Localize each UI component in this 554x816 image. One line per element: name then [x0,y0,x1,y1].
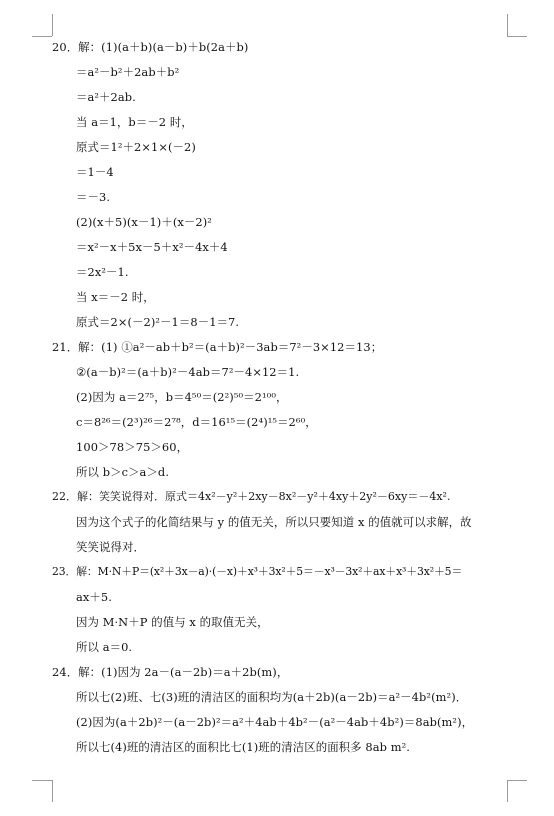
crop-mark-bottom-left-v [52,780,53,802]
q23-step: 因为 M·N＋P 的值与 x 的取值无关， [76,615,269,629]
q21-step: (2)因为 a＝2⁷⁵，b＝4⁵⁰＝(2²)⁵⁰＝2¹⁰⁰， [76,390,288,404]
q21-step: 所以 b＞c＞a＞d. [76,465,170,479]
q20-step: ＝－3. [76,190,111,204]
q24-step: 所以七(2)班、七(3)班的清洁区的面积均为(a＋2b)(a－2b)＝a²－4b²(m²)． [76,690,468,704]
q23-step: 所以 a＝0. [76,640,133,654]
q22-step: 笑笑说得对． [76,540,145,554]
q22-step: 因为这个式子的化简结果与 y 的值无关，所以只要知道 x 的值就可以求解，故 [76,515,472,529]
q24-step: (2)因为(a＋2b)²－(a－2b)²＝a²＋4ab＋4b²－(a²－4ab＋4b²)＝8ab(m²)， [76,715,474,729]
q20-heading: 20．解：(1)(a＋b)(a－b)＋b(2a＋b) [52,40,249,54]
crop-mark-top-left-h [32,36,52,37]
q21-heading: 21．解：(1) ①a²－ab＋b²＝(a＋b)²－3ab＝7²－3×12＝13； [52,340,383,354]
q21-step: ②(a－b)²＝(a＋b)²－4ab＝7²－4×12＝1. [76,365,300,379]
q20-step: ＝1－4 [76,165,114,179]
q20-step: 当 x＝－2 时， [76,290,155,304]
q21-step: c＝8²⁶＝(2³)²⁶＝2⁷⁸，d＝16¹⁵＝(2⁴)¹⁵＝2⁶⁰， [76,415,317,429]
q20-step: ＝a²＋2ab. [76,90,136,104]
crop-mark-top-right-v [507,14,508,36]
q23-heading: 23．解：M·N＋P＝(x²＋3x－a)·(－x)＋x³＋3x²＋5＝－x³－3x²＋ax＋x³＋3x²＋5＝ [52,565,463,578]
crop-mark-top-right-h [507,36,527,37]
q22-heading: 22．解：笑笑说得对．原式＝4x²－y²＋2xy－8x²－y²＋4xy＋2y²－6xy＝－4x². [52,490,451,503]
q20-step: ＝a²－b²＋2ab＋b² [76,65,180,79]
q20-step: (2)(x＋5)(x－1)＋(x－2)² [76,215,212,229]
q20-step: 原式＝1²＋2×1×(－2) [76,140,196,154]
q20-step: 当 a＝1，b＝－2 时， [76,115,193,129]
q23-step: ax＋5. [76,590,112,604]
q24-step: 所以七(4)班的清洁区的面积比七(1)班的清洁区的面积多 8ab m². [76,740,411,754]
q20-step: ＝x²－x＋5x－5＋x²－4x＋4 [76,240,228,254]
crop-mark-bottom-right-h [507,780,527,781]
crop-mark-bottom-left-h [32,780,52,781]
q21-step: 100＞78＞75＞60， [76,440,189,454]
crop-mark-bottom-right-v [507,780,508,802]
q24-heading: 24．解：(1)因为 2a－(a－2b)＝a＋2b(m)， [52,665,289,679]
q20-step: 原式＝2×(－2)²－1＝8－1＝7. [76,315,240,329]
q20-step: ＝2x²－1. [76,265,129,279]
crop-mark-top-left-v [52,14,53,36]
